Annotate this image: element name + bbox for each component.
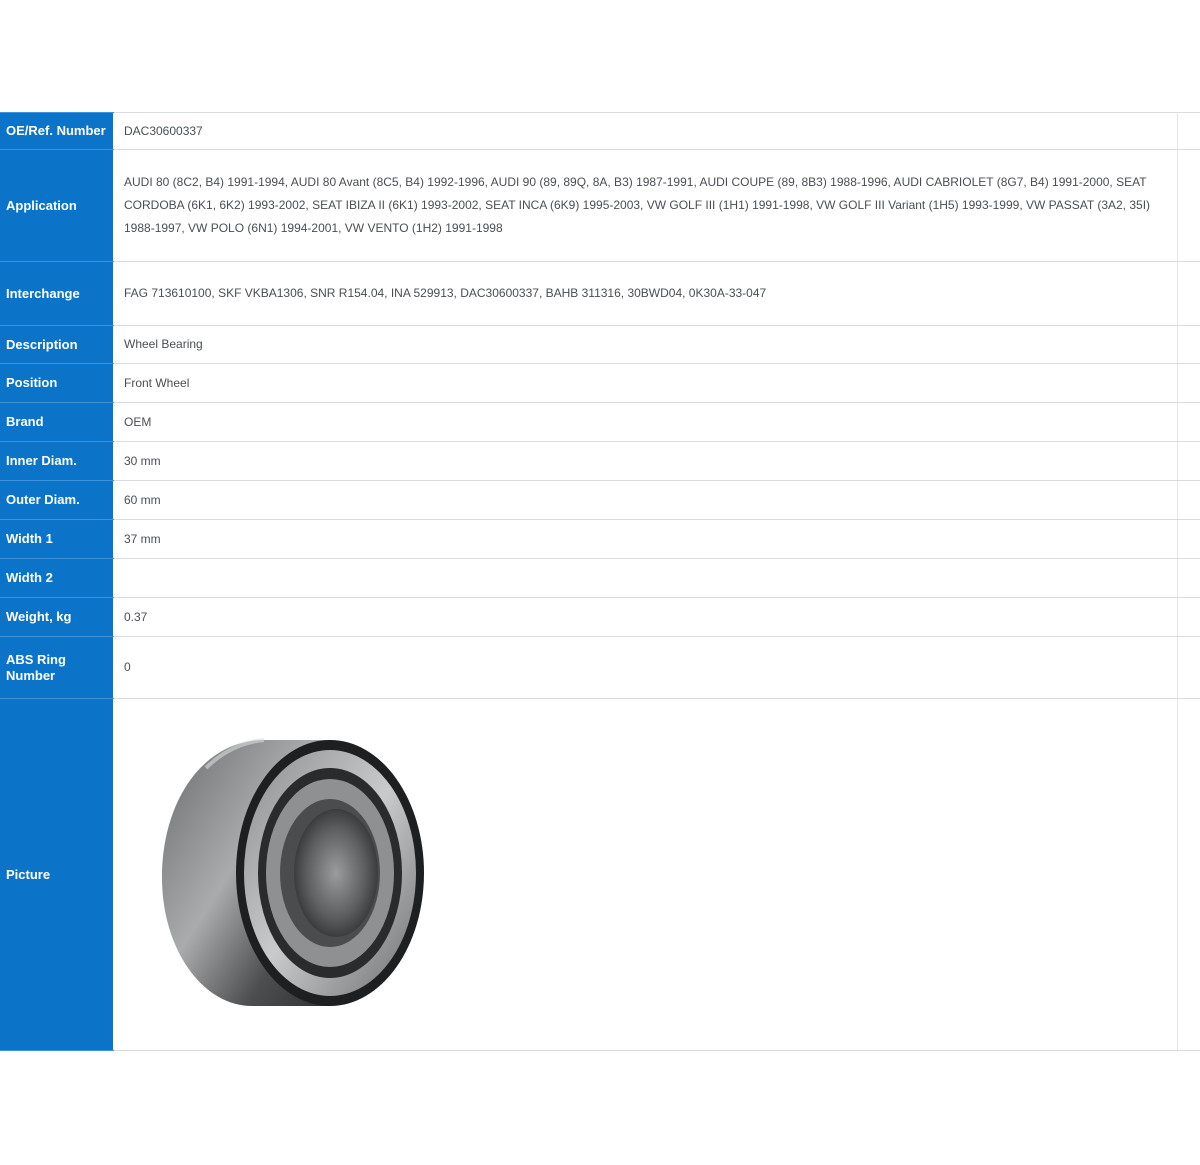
row-value: 60 mm (114, 481, 1178, 520)
row-value: 37 mm (114, 520, 1178, 559)
table-row (0, 442, 1200, 481)
row-value: FAG 713610100, SKF VKBA1306, SNR R154.04, INA 529913, DAC30600337, BAHB 311316, 30BWD04, 0K30A-33-047 (114, 262, 1178, 326)
row-label: Width 2 (0, 559, 114, 598)
row-label: Position (0, 364, 114, 403)
edge-cell (1178, 326, 1200, 364)
table-row (0, 326, 1200, 364)
row-label: Width 1 (0, 520, 114, 559)
table-row (0, 481, 1200, 520)
edge-cell (1178, 699, 1200, 1051)
edge-cell (1178, 262, 1200, 326)
picture-label: Picture (0, 699, 114, 1051)
wheel-bearing-photo-icon (144, 728, 424, 1018)
table-row-picture (0, 699, 1200, 1051)
edge-cell (1178, 364, 1200, 403)
row-label: Brand (0, 403, 114, 442)
spec-table (0, 112, 1200, 1051)
row-label: ABS Ring Number (0, 637, 114, 699)
table-row (0, 598, 1200, 637)
row-label: Application (0, 150, 114, 262)
picture-cell (114, 699, 1178, 1051)
edge-cell (1178, 481, 1200, 520)
table-row (0, 559, 1200, 598)
row-value: 30 mm (114, 442, 1178, 481)
table-row (0, 150, 1200, 262)
table-row (0, 364, 1200, 403)
row-value: DAC30600337 (114, 113, 1178, 150)
picture-wrap (114, 700, 1177, 1050)
table-row (0, 520, 1200, 559)
row-label: OE/Ref. Number (0, 113, 114, 150)
edge-cell (1178, 598, 1200, 637)
edge-cell (1178, 559, 1200, 598)
edge-cell (1178, 637, 1200, 699)
table-row (0, 113, 1200, 150)
row-value: Front Wheel (114, 364, 1178, 403)
edge-cell (1178, 150, 1200, 262)
row-label: Description (0, 326, 114, 364)
edge-cell (1178, 442, 1200, 481)
row-label: Outer Diam. (0, 481, 114, 520)
row-value: Wheel Bearing (114, 326, 1178, 364)
table-row (0, 403, 1200, 442)
row-value: 0.37 (114, 598, 1178, 637)
table-row (0, 262, 1200, 326)
edge-cell (1178, 520, 1200, 559)
row-value: 0 (114, 637, 1178, 699)
row-value: AUDI 80 (8C2, B4) 1991-1994, AUDI 80 Avant (8C5, B4) 1992-1996, AUDI 90 (89, 89Q, 8A, B3) 1987-1991, AUDI COUPE (89, 8B3) 1988-1996, AUDI CABRIOLET (8G7, B4) 1991-2000, SEAT CORDOBA (6K1, 6K2) 1993-2002, SEAT IBIZA II (6K1) 1993-2002, SEAT INCA (6K9) 1995-2003, VW GOLF III (1H1) 1991-1998, VW GOLF III Variant (1H5) 1993-1999, VW PASSAT (3A2, 35I) 1988-1997, VW POLO (6N1) 1994-2001, VW VENTO (1H2) 1991-1998 (114, 150, 1178, 262)
row-value: OEM (114, 403, 1178, 442)
row-label: Inner Diam. (0, 442, 114, 481)
row-label: Interchange (0, 262, 114, 326)
row-value (114, 559, 1178, 598)
row-label: Weight, kg (0, 598, 114, 637)
edge-cell (1178, 113, 1200, 150)
table-row (0, 637, 1200, 699)
edge-cell (1178, 403, 1200, 442)
